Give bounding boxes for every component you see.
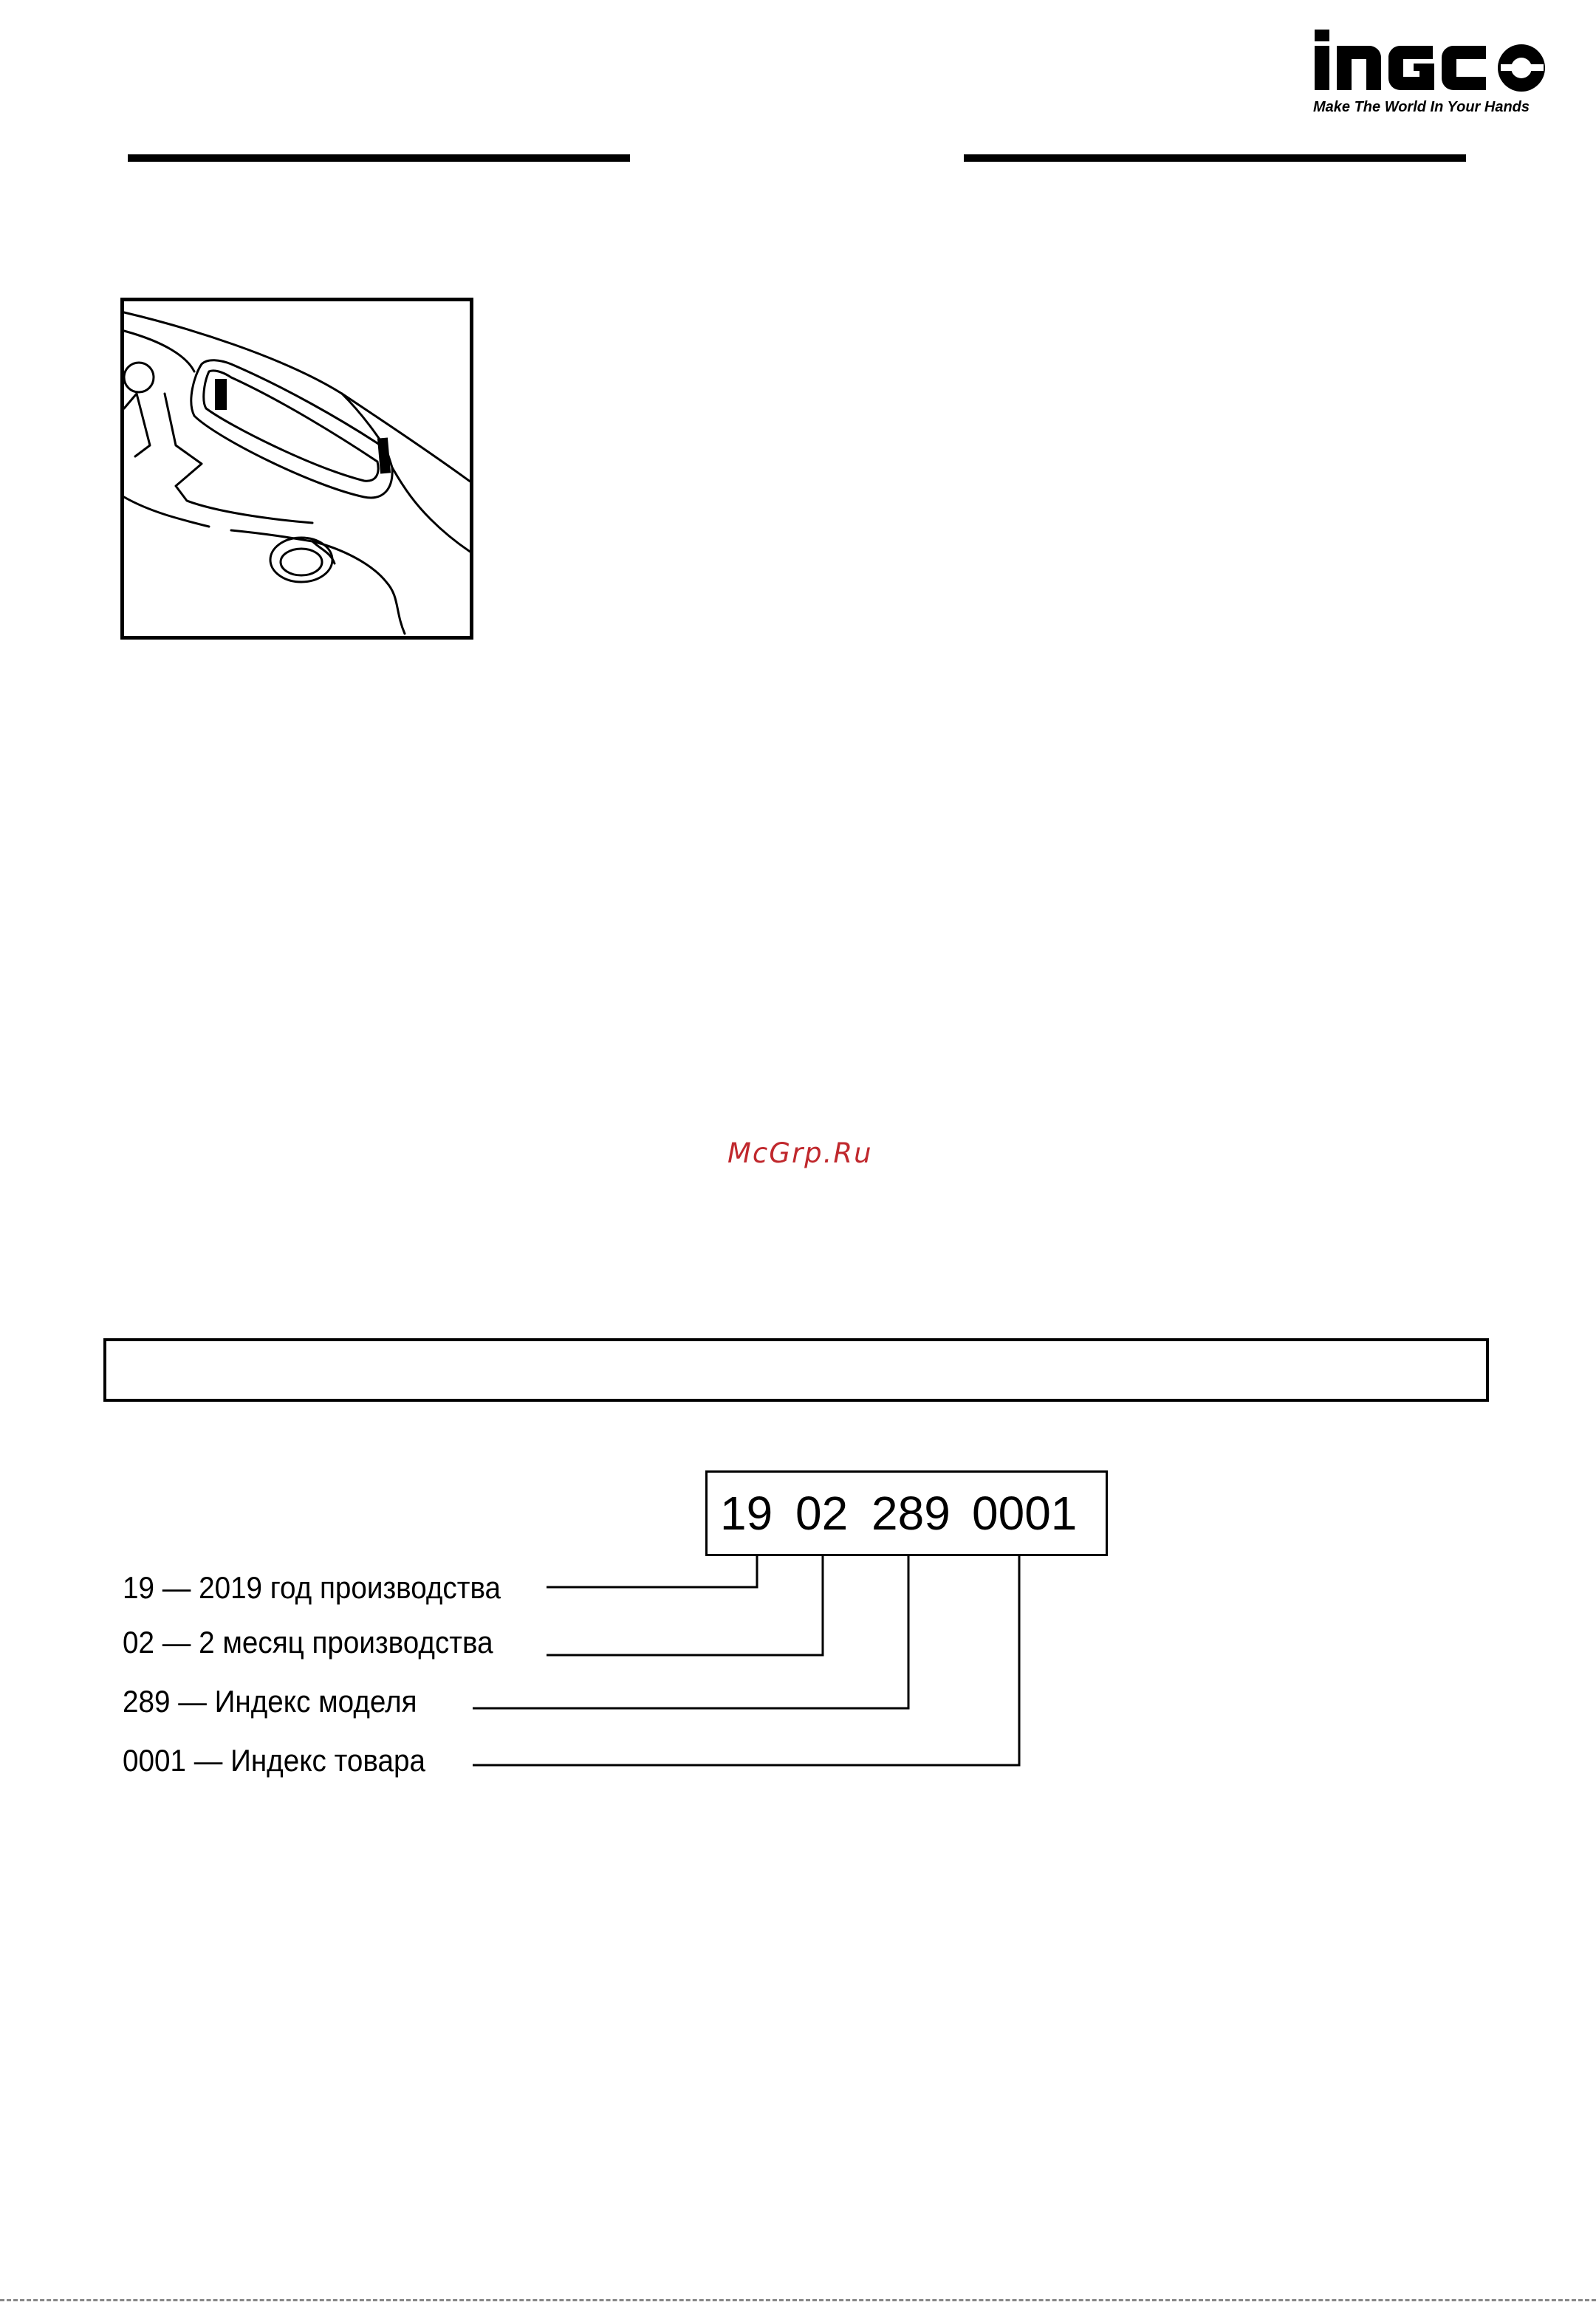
connector-model [473,1556,908,1708]
connector-item [473,1556,1019,1765]
legend-model: 289 — Индекс моделя [123,1684,417,1719]
serial-code-item: 0001 [972,1487,1078,1540]
header-rule-left [128,154,630,162]
brand-tagline: Make The World In Your Hands [1313,99,1530,115]
notice-box [103,1338,1489,1402]
legend-month: 02 — 2 месяц производства [123,1625,493,1660]
legend-year: 19 — 2019 год производства [123,1570,501,1605]
connector-year [547,1556,757,1587]
brand-logo [1307,30,1558,96]
page-bottom-edge [0,2299,1596,2301]
serial-code-year: 19 [720,1487,773,1540]
tool-handle-ventilation-icon [120,298,473,640]
header-rule-right [964,154,1466,162]
connector-month [547,1556,823,1655]
figure-illustration [120,298,473,640]
legend-item: 0001 — Индекс товара [123,1743,425,1778]
ingco-logo-icon [1307,30,1558,96]
watermark: McGrp.Ru [727,1137,873,1169]
serial-code-month: 02 [795,1487,849,1540]
serial-code-model: 289 [871,1487,951,1540]
